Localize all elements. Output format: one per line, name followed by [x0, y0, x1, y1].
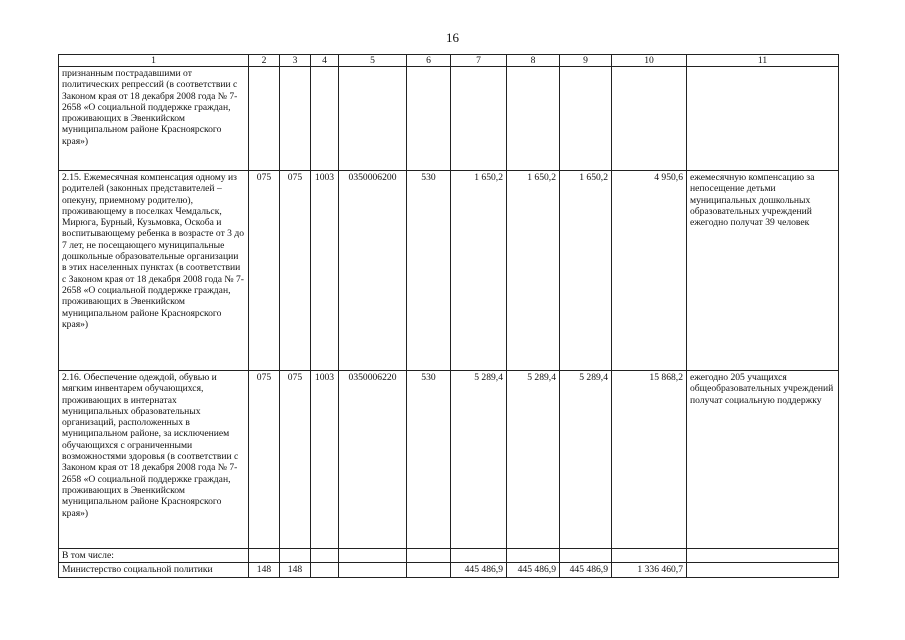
- description-cell: Министерство социальной политики: [59, 563, 249, 577]
- cell-col-11: ежемесячную компенсацию за непосещение детьми муниципальных дошкольных образовательных учреждений ежегодно получат 39 человек: [687, 171, 839, 371]
- cell-col-10: 4 950,6: [612, 171, 687, 371]
- cell-col-6: [407, 563, 451, 577]
- cell-col-7: 1 650,2: [451, 171, 507, 371]
- cell-col-8: 5 289,4: [507, 371, 560, 549]
- cell-col-5: 0350006200: [339, 171, 407, 371]
- header-cell: 9: [560, 55, 612, 67]
- cell-col-6: [407, 549, 451, 563]
- cell-col-2: [249, 67, 280, 171]
- cell-col-4: 1003: [311, 171, 339, 371]
- cell-col-7: 5 289,4: [451, 371, 507, 549]
- cell-col-2: 148: [249, 563, 280, 577]
- cell-col-2: 075: [249, 171, 280, 371]
- header-cell: 11: [687, 55, 839, 67]
- cell-col-3: 148: [280, 563, 311, 577]
- cell-col-6: 530: [407, 371, 451, 549]
- cell-col-5: [339, 549, 407, 563]
- table-row: [59, 371, 839, 549]
- cell-col-3: 075: [280, 371, 311, 549]
- table-row: [59, 549, 839, 563]
- description-cell: признанным пострадавшими от политических репрессий (в соответствии с Законом края от 18 декабря 2008 года № 7-2658 «О социальной поддержке граждан, проживающих в Эвенкийском муниципальном районе Красноярского края»): [59, 67, 249, 171]
- cell-col-9: [560, 67, 612, 171]
- header-cell: 6: [407, 55, 451, 67]
- cell-col-7: 445 486,9: [451, 563, 507, 577]
- table-row: [59, 67, 839, 171]
- header-cell: 1: [59, 55, 249, 67]
- table-row: [59, 171, 839, 371]
- cell-col-5: 0350006220: [339, 371, 407, 549]
- cell-col-11: [687, 549, 839, 563]
- description-cell: В том числе:: [59, 549, 249, 563]
- header-cell: 7: [451, 55, 507, 67]
- header-cell: 2: [249, 55, 280, 67]
- description-cell: 2.15. Ежемесячная компенсация одному из родителей (законных представителей – опекуну, приемному родителю), проживающему в поселках Чемдальск, Мирюга, Бурный, Кузьмовка, Оскоба и воспитывающему ребенка в возрасте от 3 до 7 лет, не посещающего муниципальные дошкольные образовательные организации в этих населенных пунктах (в соответствии с Законом края от 18 декабря 2008 года № 7-2658 «О социальной поддержке граждан, проживающих в Эвенкийском муниципальном районе Красноярского края»): [59, 171, 249, 371]
- cell-col-10: 1 336 460,7: [612, 563, 687, 577]
- program-table: [58, 54, 839, 578]
- cell-col-5: [339, 67, 407, 171]
- cell-col-6: 530: [407, 171, 451, 371]
- cell-col-11: [687, 563, 839, 577]
- cell-col-8: [507, 67, 560, 171]
- cell-col-4: [311, 563, 339, 577]
- cell-col-7: [451, 549, 507, 563]
- cell-col-8: [507, 549, 560, 563]
- cell-col-9: [560, 549, 612, 563]
- cell-col-9: 1 650,2: [560, 171, 612, 371]
- cell-col-2: [249, 549, 280, 563]
- header-cell: 10: [612, 55, 687, 67]
- cell-col-9: 5 289,4: [560, 371, 612, 549]
- cell-col-7: [451, 67, 507, 171]
- description-cell: 2.16. Обеспечение одеждой, обувью и мягким инвентарем обучающихся, проживающих в интернатах муниципальных образовательных организаций, расположенных в муниципальном районе, за исключением обучающихся с ограниченными возможностями здоровья (в соответствии с Законом края от 18 декабря 2008 года № 7-2658 «О социальной поддержке граждан, проживающих в Эвенкийском муниципальном районе Красноярского края»): [59, 371, 249, 549]
- cell-col-9: 445 486,9: [560, 563, 612, 577]
- cell-col-4: [311, 549, 339, 563]
- table-row: [59, 563, 839, 577]
- cell-col-6: [407, 67, 451, 171]
- cell-col-8: 445 486,9: [507, 563, 560, 577]
- cell-col-3: 075: [280, 171, 311, 371]
- cell-col-4: 1003: [311, 371, 339, 549]
- header-cell: 8: [507, 55, 560, 67]
- header-cell: 5: [339, 55, 407, 67]
- table-header-row: [59, 55, 839, 67]
- cell-col-3: [280, 67, 311, 171]
- page-number: 16: [446, 30, 459, 45]
- header-cell: 3: [280, 55, 311, 67]
- cell-col-5: [339, 563, 407, 577]
- cell-col-10: [612, 67, 687, 171]
- cell-col-8: 1 650,2: [507, 171, 560, 371]
- header-cell: 4: [311, 55, 339, 67]
- cell-col-2: 075: [249, 371, 280, 549]
- cell-col-4: [311, 67, 339, 171]
- cell-col-3: [280, 549, 311, 563]
- cell-col-10: 15 868,2: [612, 371, 687, 549]
- cell-col-10: [612, 549, 687, 563]
- cell-col-11: ежегодно 205 учащихся общеобразовательных учреждений получат социальную поддержку: [687, 371, 839, 549]
- cell-col-11: [687, 67, 839, 171]
